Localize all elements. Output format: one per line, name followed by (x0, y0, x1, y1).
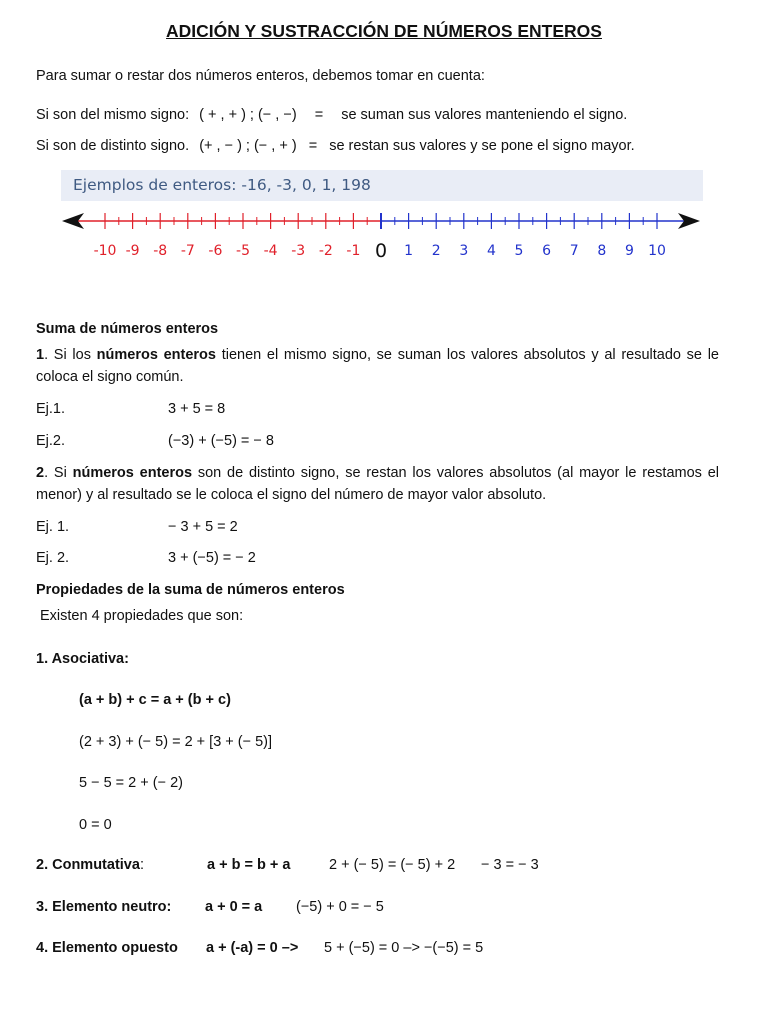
suma-rule-1-text-b: tienen el mismo signo, se suman los valores absolutos y al resultado se le coloca el signo común. (36, 347, 719, 385)
conmutativa-example: 2 + (− 5) = (− 5) + 2 (329, 857, 456, 873)
number-line-tick-label: -9 (125, 243, 140, 259)
number-line-tick-label: 8 (597, 243, 607, 259)
rule-same-sign (36, 107, 627, 123)
number-line-tick-label: 0 (374, 240, 388, 262)
suma-rule-2-text-b: son de distinto signo, se restan los valores absolutos (al mayor le restamos el menor) y al resultado se le coloca el signo del número de mayor valor absoluto. (36, 465, 719, 503)
conmutativa-formula: a + b = b + a (207, 857, 291, 873)
suma-rule-2 (36, 462, 719, 506)
rule-same-sign-signs: ( + , + ) ; (− , −) (199, 107, 297, 123)
asociativa-line: 5 − 5 = 2 + (− 2) (79, 775, 183, 791)
number-line-tick-label: -8 (153, 243, 168, 259)
intro-text: Para sumar o restar dos números enteros, debemos tomar en cuenta: (36, 68, 485, 84)
suma-rule-2-number: 2 (36, 465, 45, 481)
number-line-tick-label: -6 (208, 243, 223, 259)
number-line-tick-label: -4 (263, 243, 278, 259)
neutro-formula: a + 0 = a (205, 899, 263, 915)
rule-different-sign-signs: (+ , − ) ; (− , + ) (199, 138, 297, 154)
number-line-tick-label: 3 (459, 243, 469, 259)
conmutativa-colon: : (139, 857, 144, 873)
suma-rule-2-bold: números enteros (72, 465, 193, 481)
number-line-tick-label: 9 (624, 243, 634, 259)
rule-different-sign-label: Si son de distinto signo. (36, 138, 190, 154)
number-line-tick-label: -1 (346, 243, 361, 259)
propiedades-heading: Propiedades de la suma de números enteros (36, 582, 345, 598)
rule-different-sign (36, 138, 635, 154)
number-line-tick-label: 5 (514, 243, 524, 259)
number-line-tick-label: 10 (648, 243, 666, 259)
suma-heading: Suma de números enteros (36, 321, 219, 337)
rule-different-sign-eq: = (308, 138, 318, 154)
opuesto-heading: 4. Elemento opuesto (36, 940, 178, 956)
number-line-banner-text: Ejemplos de enteros: -16, -3, 0, 1, 198 (73, 176, 371, 194)
number-line-tick-label: -5 (236, 243, 250, 259)
opuesto-formula: a + (-a) = 0 –> (206, 940, 299, 956)
suma-rule-1 (36, 344, 719, 388)
rule-same-sign-label: Si son del mismo signo: (36, 107, 190, 123)
number-line-tick-label: -3 (291, 243, 306, 259)
rule-different-sign-result: se restan sus valores y se pone el signo mayor. (329, 138, 635, 154)
number-line-tick-label: 7 (569, 243, 579, 259)
number-line-tick-label: 6 (542, 243, 552, 259)
rule-same-sign-eq: = (314, 107, 324, 123)
suma-rule-1-text-a: . Si los (44, 347, 97, 363)
number-line-tick-label: 2 (431, 243, 441, 259)
example-label: Ej. 2. (36, 550, 70, 566)
number-line-tick-label: -10 (93, 243, 117, 259)
number-line-tick-label: 1 (404, 243, 414, 259)
suma-rule-2-text-a: . Si (44, 465, 73, 481)
number-line-banner (61, 170, 703, 201)
suma-rule-1-bold: números enteros (96, 347, 216, 363)
neutro-heading: 3. Elemento neutro: (36, 899, 172, 915)
conmutativa-result: − 3 = − 3 (481, 857, 539, 873)
asociativa-heading: 1. Asociativa: (36, 651, 129, 667)
example-label: Ej.2. (36, 433, 66, 449)
opuesto-example: 5 + (−5) = 0 –> −(−5) = 5 (324, 940, 484, 956)
example-label: Ej.1. (36, 401, 66, 417)
rule-same-sign-result: se suman sus valores manteniendo el signo. (341, 107, 628, 123)
example-label: Ej. 1. (36, 519, 70, 535)
example-expression: 3 + 5 = 8 (168, 401, 226, 417)
conmutativa-row (36, 857, 144, 873)
number-line-diagram (60, 205, 705, 265)
asociativa-line: 0 = 0 (79, 817, 112, 833)
conmutativa-heading: 2. Conmutativa (36, 857, 140, 873)
asociativa-line: (2 + 3) + (− 5) = 2 + [3 + (− 5)] (79, 734, 273, 750)
number-line-tick-label: 4 (486, 243, 496, 259)
example-expression: (−3) + (−5) = − 8 (168, 433, 274, 449)
number-line-tick-label: -2 (318, 243, 333, 259)
neutro-example: (−5) + 0 = − 5 (296, 899, 384, 915)
propiedades-intro: Existen 4 propiedades que son: (40, 608, 244, 624)
suma-rule-1-number: 1 (36, 347, 45, 363)
page-title: ADICIÓN Y SUSTRACCIÓN DE NÚMEROS ENTEROS (166, 21, 602, 41)
asociativa-formula: (a + b) + c = a + (b + c) (79, 692, 231, 708)
example-expression: − 3 + 5 = 2 (168, 519, 238, 535)
number-line-tick-label: -7 (180, 243, 195, 259)
example-expression: 3 + (−5) = − 2 (168, 550, 256, 566)
